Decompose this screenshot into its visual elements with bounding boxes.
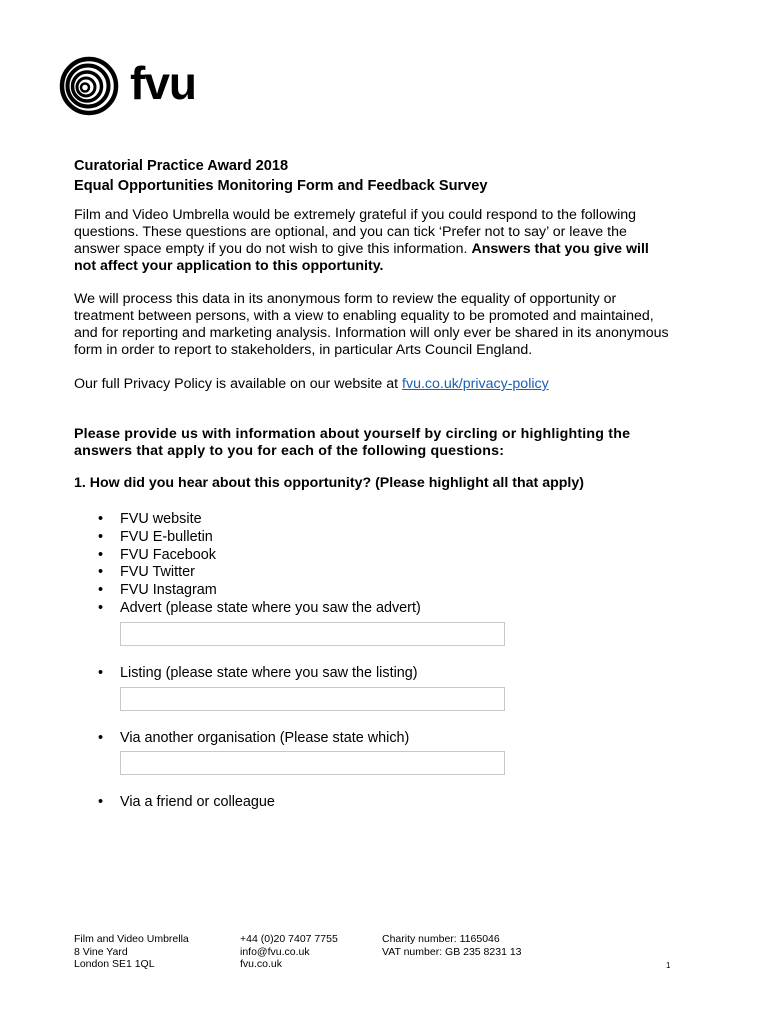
question-1-options — [74, 511, 674, 618]
option-friend-colleague[interactable] — [74, 794, 674, 812]
option-label: FVU Twitter — [120, 564, 195, 581]
footer-website: fvu.co.uk — [240, 958, 283, 970]
bullet: • — [98, 599, 104, 616]
privacy-paragraph — [74, 376, 674, 393]
option-label: FVU Facebook — [120, 546, 216, 563]
footer-email: info@fvu.co.uk — [240, 945, 310, 958]
question-1: 1. How did you hear about this opportunity? (Please highlight all that apply) — [74, 475, 584, 491]
option-fvu-twitter[interactable] — [74, 564, 674, 582]
footer-street: 8 Vine Yard — [74, 945, 128, 958]
title-line-2: Equal Opportunities Monitoring Form and Feedback Survey — [74, 178, 488, 194]
data-processing-paragraph: We will process this data in its anonymous form to review the equality of opportunity or treatment between persons, with a view to enabling equality to be promoted and maintained, and for reporting and marketing analysis. Information will only ever be shared in its anonymous form in order to report to stakeholders, in particular Arts Council England. — [74, 291, 669, 358]
listing-answer-field[interactable] — [120, 687, 505, 711]
bullet: • — [98, 546, 104, 563]
footer-contact — [240, 933, 338, 971]
logo-wordmark: fvu — [130, 57, 196, 109]
footer-vat-number: VAT number: GB 235 8231 13 — [382, 945, 522, 958]
privacy-policy-link[interactable]: fvu.co.uk/privacy-policy — [402, 376, 549, 392]
advert-answer-field[interactable] — [120, 622, 505, 646]
question-1-options-continued-3 — [74, 794, 674, 812]
option-fvu-facebook[interactable] — [74, 547, 674, 565]
main-content — [74, 156, 674, 812]
option-advert[interactable] — [74, 600, 674, 618]
option-label: Via another organisation (Please state which) — [120, 729, 410, 746]
privacy-text: Our full Privacy Policy is available on our website at — [74, 376, 403, 392]
option-fvu-ebulletin[interactable] — [74, 529, 674, 547]
page-number: 1 — [666, 961, 671, 970]
option-label: FVU Instagram — [120, 582, 217, 599]
question-1-options-continued-2 — [74, 730, 674, 748]
bullet: • — [98, 729, 104, 746]
intro-text: Film and Video Umbrella would be extremely grateful if you could respond to the following questions. These questions are optional, and you can tick ‘Prefer not to say’ or leave the answer space empty if you do not wish to give this information. — [74, 207, 637, 257]
option-label: Listing (please state where you saw the listing) — [120, 664, 418, 681]
option-fvu-instagram[interactable] — [74, 582, 674, 600]
footer-phone: +44 (0)20 7407 7755 — [240, 933, 338, 945]
document-title — [74, 156, 674, 196]
footer-address — [74, 933, 189, 971]
bullet: • — [98, 664, 104, 681]
instructions: Please provide us with information about yourself by circling or highlighting the answers that apply to you for each of the following questions: — [74, 426, 631, 459]
footer-org-name: Film and Video Umbrella — [74, 933, 189, 945]
option-fvu-website[interactable] — [74, 511, 674, 529]
option-another-organisation[interactable] — [74, 730, 674, 748]
footer-city: London SE1 1QL — [74, 958, 155, 970]
fvu-logo — [58, 56, 196, 116]
bullet: • — [98, 582, 104, 599]
intro-bold-text: Answers that you give will not affect your application to this opportunity. — [74, 241, 649, 274]
bullet: • — [98, 528, 104, 545]
bullet: • — [98, 564, 104, 581]
bullet: • — [98, 511, 104, 527]
title-line-1: Curatorial Practice Award 2018 — [74, 158, 289, 174]
concentric-rings-icon — [58, 56, 122, 116]
option-label: FVU website — [120, 511, 202, 527]
option-label: FVU E-bulletin — [120, 528, 213, 545]
organisation-answer-field[interactable] — [120, 751, 505, 775]
footer-charity-number: Charity number: 1165046 — [382, 933, 500, 945]
footer-registration — [382, 933, 522, 958]
bullet: • — [98, 794, 104, 811]
option-label: Advert (please state where you saw the advert) — [120, 599, 421, 616]
question-1-options-continued — [74, 665, 674, 683]
intro-paragraph — [74, 207, 674, 275]
option-listing[interactable] — [74, 665, 674, 683]
option-label: Via a friend or colleague — [120, 794, 275, 811]
